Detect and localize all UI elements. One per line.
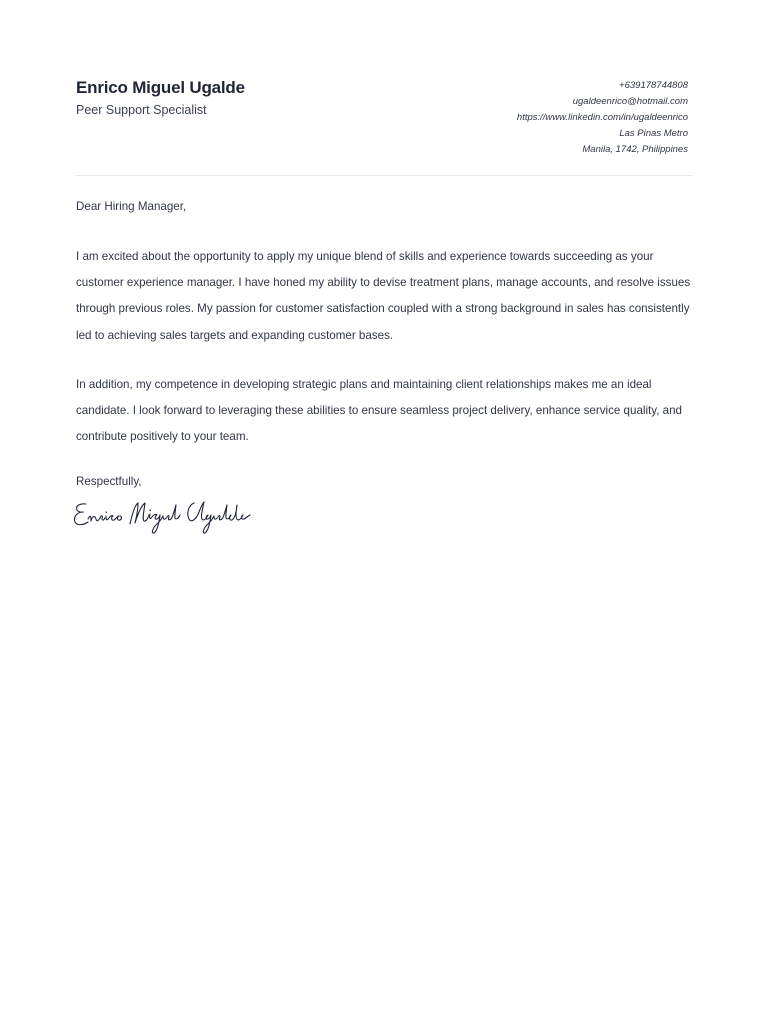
contact-phone: +639178744808: [619, 80, 688, 91]
contact-linkedin: https://www.linkedin.com/in/ugaldeenrico: [516, 112, 688, 123]
letter-paragraph-1: I am excited about the opportunity to apply my unique blend of skills and experience towards succeeding as your customer experience manager. I have honed my ability to devise treatment plans, manage accounts, and resolve issues through previous roles. My passion for customer satisfaction coupled with a strong background in sales has consistently led to achieving sales targets and expanding customer bases.: [76, 250, 691, 342]
letter-paragraph-2: In addition, my competence in developing strategic plans and maintaining client relationships makes me an ideal candidate. I look forward to leveraging these abilities to ensure seamless project delivery, enhance service quality, and contribute positively to your team.: [76, 377, 682, 444]
letter-body: [76, 198, 692, 491]
letter-header: [76, 78, 692, 174]
contact-email: ugaldeenrico@hotmail.com: [572, 96, 688, 107]
applicant-role: Peer Support Specialist: [76, 103, 207, 117]
contact-address-line2: Manila, 1742, Philippines: [582, 144, 688, 155]
applicant-name: Enrico Miguel Ugalde: [76, 78, 245, 97]
handwritten-signature: [72, 497, 252, 537]
contact-address-line1: Las Pinas Metro: [619, 128, 688, 139]
letter-greeting: Dear Hiring Manager,: [76, 200, 187, 213]
header-divider: [76, 175, 692, 176]
letter-closing: Respectfully,: [76, 475, 142, 489]
contact-block: [517, 78, 688, 158]
